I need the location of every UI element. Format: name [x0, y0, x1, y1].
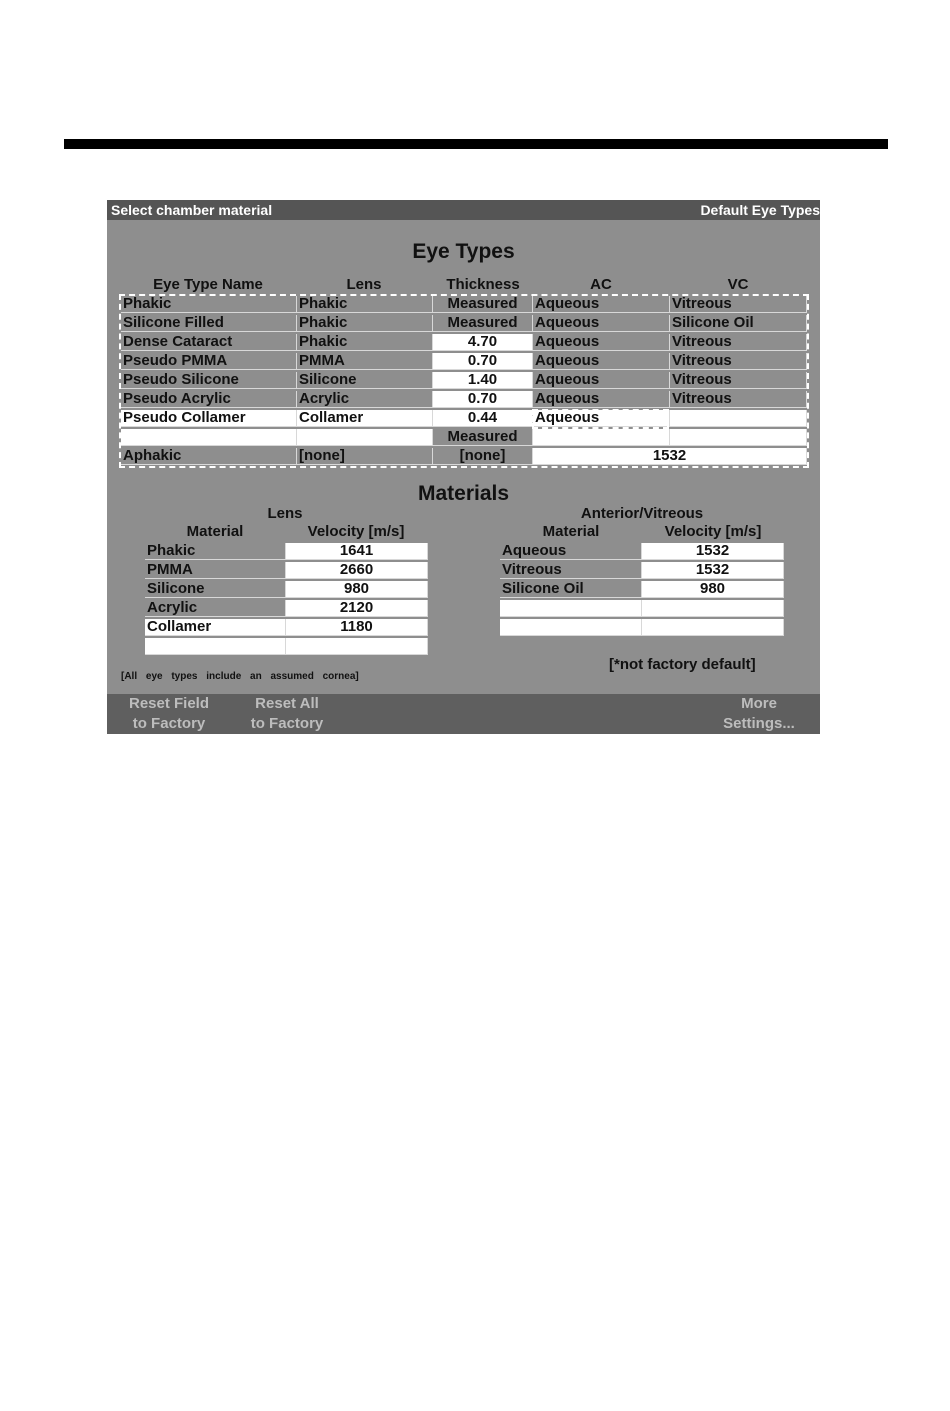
- eye-type-thickness-cell[interactable]: 4.70: [433, 334, 533, 351]
- more-settings-line2: Settings...: [723, 715, 795, 732]
- page-header-rule: [64, 139, 888, 149]
- av-material-cell[interactable]: Vitreous: [500, 562, 642, 579]
- eye-type-name-cell[interactable]: Phakic: [121, 296, 297, 313]
- eye-types-title: Eye Types: [412, 240, 515, 263]
- col-header-thickness: Thickness: [446, 276, 520, 293]
- reset-field-button[interactable]: [113, 694, 225, 734]
- softkey-bar: [107, 694, 820, 734]
- eye-type-thickness-cell[interactable]: Measured: [433, 429, 533, 446]
- status-prompt: Select chamber material: [111, 202, 273, 218]
- av-velocity-cell[interactable]: 980: [642, 581, 784, 598]
- lens-group-label: Lens: [267, 505, 303, 522]
- lens-velocity-cell[interactable]: [286, 638, 428, 655]
- av-velocity-cell[interactable]: 1532: [642, 543, 784, 560]
- eye-type-lens-cell[interactable]: Silicone: [297, 372, 433, 389]
- eye-type-thickness-cell[interactable]: Measured: [433, 296, 533, 313]
- eye-type-thickness-cell[interactable]: Measured: [433, 315, 533, 332]
- eye-type-ac-cell[interactable]: Aqueous: [533, 391, 670, 408]
- col-header-lens: Lens: [346, 276, 382, 293]
- lens-velocity-cell[interactable]: 1641: [286, 543, 428, 560]
- eye-type-vc-cell[interactable]: Vitreous: [670, 391, 807, 408]
- av-velocity-cell[interactable]: 1532: [642, 562, 784, 579]
- materials-title: Materials: [417, 482, 510, 505]
- eye-type-thickness-cell[interactable]: 0.70: [433, 353, 533, 370]
- more-settings-button[interactable]: [707, 694, 811, 734]
- eye-type-lens-cell[interactable]: Phakic: [297, 296, 433, 313]
- eye-type-name-cell[interactable]: Pseudo Acrylic: [121, 391, 297, 408]
- col-header-eye-type-name: Eye Type Name: [153, 276, 263, 293]
- reset-field-line2: to Factory: [132, 715, 206, 732]
- eye-type-lens-cell[interactable]: Phakic: [297, 315, 433, 332]
- lens-col-header-velocity: Velocity [m/s]: [307, 523, 405, 540]
- eye-type-ac-cell[interactable]: Aqueous: [533, 296, 670, 313]
- eye-type-lens-cell[interactable]: Collamer: [297, 410, 433, 427]
- eye-type-ac-vc-velocity-cell[interactable]: 1532: [533, 448, 807, 465]
- eye-type-ac-cell[interactable]: Aqueous: [533, 315, 670, 332]
- reset-all-line2: to Factory: [250, 715, 324, 732]
- lens-material-cell[interactable]: Acrylic: [145, 600, 286, 617]
- av-col-header-velocity: Velocity [m/s]: [664, 523, 762, 540]
- reset-all-button[interactable]: [233, 694, 341, 734]
- av-material-cell[interactable]: [500, 619, 642, 636]
- av-material-cell[interactable]: Aqueous: [500, 543, 642, 560]
- eye-type-name-cell[interactable]: Pseudo Collamer: [121, 410, 297, 427]
- eye-type-vc-cell[interactable]: Vitreous: [670, 296, 807, 313]
- col-header-vc: VC: [727, 276, 749, 293]
- lens-velocity-cell[interactable]: 2120: [286, 600, 428, 617]
- eye-type-name-cell[interactable]: Pseudo Silicone: [121, 372, 297, 389]
- lens-material-cell[interactable]: PMMA: [145, 562, 286, 579]
- eye-type-name-cell[interactable]: [121, 429, 297, 446]
- eye-type-name-cell[interactable]: Aphakic: [121, 448, 297, 465]
- lens-velocity-cell[interactable]: 1180: [286, 619, 428, 636]
- eye-type-vc-cell[interactable]: Vitreous: [670, 372, 807, 389]
- lens-material-cell[interactable]: [145, 638, 286, 655]
- eye-type-vc-cell[interactable]: Vitreous: [670, 353, 807, 370]
- eye-type-name-cell[interactable]: Dense Cataract: [121, 334, 297, 351]
- eye-type-vc-cell[interactable]: Vitreous: [670, 334, 807, 351]
- lens-material-cell[interactable]: Silicone: [145, 581, 286, 598]
- eye-type-ac-cell-selected[interactable]: Aqueous: [533, 410, 670, 427]
- reset-field-line1: Reset Field: [128, 695, 210, 712]
- eye-type-thickness-cell[interactable]: 0.44: [433, 410, 533, 427]
- av-velocity-cell[interactable]: [642, 619, 784, 636]
- eye-type-vc-cell[interactable]: [670, 410, 807, 427]
- eye-type-lens-cell[interactable]: PMMA: [297, 353, 433, 370]
- eye-type-ac-cell[interactable]: Aqueous: [533, 353, 670, 370]
- eye-type-lens-cell[interactable]: [none]: [297, 448, 433, 465]
- lens-col-header-material: Material: [186, 523, 244, 540]
- not-factory-default-note: [*not factory default]: [609, 656, 756, 673]
- lens-material-cell[interactable]: Collamer: [145, 619, 286, 636]
- eye-type-thickness-cell[interactable]: 1.40: [433, 372, 533, 389]
- device-screen: [107, 200, 820, 734]
- status-bar: [107, 200, 820, 220]
- av-group-label: Anterior/Vitreous: [580, 505, 704, 522]
- eye-type-ac-cell[interactable]: Aqueous: [533, 334, 670, 351]
- av-col-header-material: Material: [542, 523, 600, 540]
- eye-type-lens-cell[interactable]: Phakic: [297, 334, 433, 351]
- eye-type-name-cell[interactable]: Pseudo PMMA: [121, 353, 297, 370]
- screen-title: Default Eye Types: [700, 202, 820, 218]
- eye-type-lens-cell[interactable]: Acrylic: [297, 391, 433, 408]
- av-material-cell[interactable]: [500, 600, 642, 617]
- eye-type-vc-cell[interactable]: [670, 429, 807, 446]
- av-material-cell[interactable]: Silicone Oil: [500, 581, 642, 598]
- eye-type-vc-cell[interactable]: Silicone Oil: [670, 315, 807, 332]
- eye-type-ac-cell[interactable]: [533, 429, 670, 446]
- cornea-note: [All eye types include an assumed cornea]: [121, 671, 359, 682]
- eye-type-thickness-cell[interactable]: 0.70: [433, 391, 533, 408]
- eye-type-thickness-cell[interactable]: [none]: [433, 448, 533, 465]
- eye-type-lens-cell[interactable]: [297, 429, 433, 446]
- eye-type-ac-cell[interactable]: Aqueous: [533, 372, 670, 389]
- eye-type-name-cell[interactable]: Silicone Filled: [121, 315, 297, 332]
- lens-material-cell[interactable]: Phakic: [145, 543, 286, 560]
- lens-velocity-cell[interactable]: 2660: [286, 562, 428, 579]
- lens-velocity-cell[interactable]: 980: [286, 581, 428, 598]
- more-settings-line1: More: [741, 695, 777, 712]
- reset-all-line1: Reset All: [255, 695, 319, 712]
- av-velocity-cell[interactable]: [642, 600, 784, 617]
- col-header-ac: AC: [590, 276, 612, 293]
